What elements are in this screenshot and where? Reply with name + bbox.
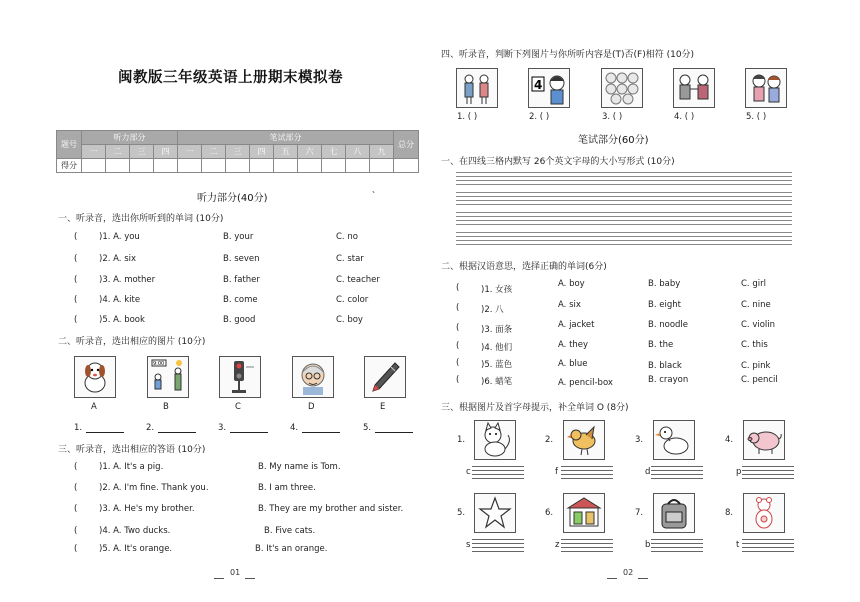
word-writing-lines[interactable] — [561, 539, 613, 555]
col-header: 九 — [370, 145, 394, 159]
option-a: A. blue — [558, 359, 588, 369]
item-number: 5. — [457, 508, 466, 518]
answer-number: 3. — [218, 423, 227, 433]
answer-blank[interactable] — [230, 432, 268, 433]
answer-paren[interactable]: ( — [456, 358, 460, 368]
col-header: 三 — [130, 145, 154, 159]
total-header: 总分 — [394, 131, 419, 159]
option-a: )4. A. Two ducks. — [99, 526, 171, 536]
option-c: C. pencil — [741, 375, 778, 385]
exam-title: 闽教版三年级英语上册期末模拟卷 — [118, 70, 343, 86]
section-1-heading: 一、听录音，选出你所听到的单词 (10分) — [58, 214, 224, 224]
answer-paren[interactable]: ( — [74, 544, 78, 554]
score-cell[interactable] — [106, 159, 130, 173]
number-four-icon — [528, 68, 570, 108]
answer-blank[interactable] — [158, 432, 196, 433]
hint-letter: t — [736, 540, 740, 550]
option-b: B. black — [648, 361, 682, 371]
answer-blank[interactable] — [375, 432, 413, 433]
option-c: C. this — [741, 340, 768, 350]
stray-mark: 、 — [372, 185, 380, 194]
bird-icon — [563, 420, 605, 460]
dog-icon — [74, 356, 116, 398]
col-header: 三 — [226, 145, 250, 159]
score-cell[interactable] — [298, 159, 322, 173]
option-b: B. eight — [648, 300, 681, 310]
traffic-light-icon — [219, 356, 261, 398]
word-writing-lines[interactable] — [742, 539, 794, 555]
option-b: B. I am three. — [258, 483, 316, 493]
question: )4. 他们 — [481, 343, 513, 353]
answer-paren[interactable]: ( — [456, 375, 460, 385]
answer-paren[interactable]: ( — [74, 275, 78, 285]
bag-icon — [653, 493, 695, 533]
written-section-3-heading: 三、根据图片及首字母提示，补全单词 O (8分) — [441, 403, 629, 413]
option-a: )1. A. It's a pig. — [99, 462, 164, 472]
option-b: B. It's an orange. — [255, 544, 328, 554]
word-writing-lines[interactable] — [742, 466, 794, 482]
duck-icon — [653, 420, 695, 460]
word-writing-lines[interactable] — [561, 466, 613, 482]
answer-paren[interactable]: ( — [74, 232, 78, 242]
listening-header: 听力部分 — [82, 131, 178, 145]
judge-answer-4[interactable]: 4. ( ) — [674, 112, 695, 122]
score-table — [56, 130, 419, 173]
option-b: B. seven — [223, 254, 260, 264]
word-writing-lines[interactable] — [651, 466, 703, 482]
section-2-heading: 二、听录音，选出相应的图片 (10分) — [58, 337, 206, 347]
hint-letter: d — [645, 467, 651, 477]
option-a: A. pencil-box — [558, 378, 613, 388]
option-b: B. the — [648, 340, 674, 350]
picture-letter: A — [91, 402, 97, 412]
picture-letter: B — [163, 402, 169, 412]
col-header: 七 — [322, 145, 346, 159]
option-c: C. girl — [741, 279, 766, 289]
option-b: B. come — [223, 295, 258, 305]
item-number: 6. — [545, 508, 554, 518]
section-3-heading: 三、听录音，选出相应的答语 (10分) — [58, 445, 206, 455]
col-header: 五 — [274, 145, 298, 159]
page-number: 01 — [230, 568, 241, 577]
option-a: )1. A. you — [99, 232, 140, 242]
col-header: 四 — [250, 145, 274, 159]
score-cell[interactable] — [250, 159, 274, 173]
hint-letter: z — [555, 540, 560, 550]
score-cell[interactable] — [82, 159, 106, 173]
page-num-rule — [245, 578, 255, 579]
answer-paren[interactable]: ( — [74, 504, 78, 514]
option-c: C. pink — [741, 361, 771, 371]
option-b: B. crayon — [648, 375, 689, 385]
answer-paren[interactable]: ( — [456, 323, 460, 333]
option-c: C. star — [336, 254, 364, 264]
row-label-number: 题号 — [57, 131, 82, 159]
pig-icon — [743, 420, 785, 460]
col-header: 一 — [82, 145, 106, 159]
score-cell[interactable] — [154, 159, 178, 173]
word-writing-lines[interactable] — [651, 539, 703, 555]
hint-letter: b — [645, 540, 651, 550]
option-a: )4. A. kite — [99, 295, 141, 305]
written-part-heading: 笔试部分(60分) — [578, 135, 649, 146]
option-a: )3. A. mother — [99, 275, 156, 285]
option-b: B. baby — [648, 279, 681, 289]
grandpa-icon — [292, 356, 334, 398]
col-header: 一 — [178, 145, 202, 159]
answer-paren[interactable]: ( — [74, 254, 78, 264]
option-a: A. they — [558, 340, 589, 350]
score-cell[interactable] — [370, 159, 394, 173]
written-section-2-heading: 二、根据汉语意思，选择正确的单词(6分) — [441, 262, 607, 272]
score-cell[interactable] — [130, 159, 154, 173]
section-4-heading: 四、听录音，判断下列图片与你所听内容是(T)否(F)相符 (10分) — [441, 50, 695, 60]
score-cell[interactable] — [274, 159, 298, 173]
option-c: C. color — [336, 295, 369, 305]
hint-letter: s — [466, 540, 471, 550]
hint-letter: f — [555, 467, 558, 477]
question: )1. 女孩 — [481, 285, 513, 295]
page-num-rule — [607, 578, 617, 579]
answer-paren[interactable]: ( — [456, 283, 460, 293]
written-header: 笔试部分 — [178, 131, 394, 145]
item-number: 2. — [545, 435, 554, 445]
star-icon — [474, 493, 516, 533]
zoo-icon — [563, 493, 605, 533]
option-b: B. father — [223, 275, 260, 285]
col-header: 二 — [202, 145, 226, 159]
option-a: )5. A. It's orange. — [99, 544, 173, 554]
question: )5. 蓝色 — [481, 360, 513, 370]
option-b: B. your — [223, 232, 254, 242]
answer-blank[interactable] — [86, 432, 124, 433]
col-header: 八 — [346, 145, 370, 159]
page-num-rule — [638, 578, 648, 579]
word-writing-lines[interactable] — [472, 539, 524, 555]
item-number: 8. — [725, 508, 734, 518]
picture-letter: D — [308, 402, 315, 412]
listening-part-heading: 听力部分(40分) — [197, 193, 268, 204]
option-a: A. boy — [558, 279, 585, 289]
svg-text:4: 4 — [534, 78, 543, 92]
greeting-icon — [673, 68, 715, 108]
question: )3. 面条 — [481, 325, 513, 335]
col-header: 六 — [298, 145, 322, 159]
option-a: A. jacket — [558, 320, 595, 330]
option-a: A. six — [558, 300, 581, 310]
word-writing-lines[interactable] — [472, 466, 524, 482]
option-c: C. nine — [741, 300, 771, 310]
judge-answer-2[interactable]: 2. ( ) — [529, 112, 550, 122]
answer-paren[interactable]: ( — [74, 295, 78, 305]
item-number: 4. — [725, 435, 734, 445]
col-header: 二 — [106, 145, 130, 159]
morning-routine-icon — [147, 356, 189, 398]
page-number: 02 — [623, 568, 634, 577]
answer-number: 5. — [363, 423, 372, 433]
option-b: B. My name is Tom. — [258, 462, 341, 472]
item-number: 1. — [457, 435, 466, 445]
answer-number: 2. — [146, 423, 155, 433]
question: )6. 蜡笔 — [481, 377, 513, 387]
hint-letter: p — [736, 467, 742, 477]
option-b: B. noodle — [648, 320, 689, 330]
hint-letter: c — [466, 467, 471, 477]
option-b: B. They are my brother and sister. — [258, 504, 404, 514]
option-c: C. violin — [741, 320, 776, 330]
col-header: 四 — [154, 145, 178, 159]
item-number: 7. — [635, 508, 644, 518]
score-cell[interactable] — [394, 159, 419, 173]
cat-icon — [474, 420, 516, 460]
children-icon — [456, 68, 498, 108]
score-cell[interactable] — [226, 159, 250, 173]
option-c: C. boy — [336, 315, 363, 325]
answer-number: 1. — [74, 423, 83, 433]
option-c: C. no — [336, 232, 358, 242]
judge-answer-1[interactable]: 1. ( ) — [457, 112, 478, 122]
answer-paren[interactable]: ( — [74, 315, 78, 325]
option-a: )5. A. book — [99, 315, 145, 325]
answer-paren[interactable]: ( — [74, 483, 78, 493]
option-b: B. Five cats. — [264, 526, 316, 536]
judge-answer-5[interactable]: 5. ( ) — [746, 112, 767, 122]
toy-icon — [743, 493, 785, 533]
question: )2. 八 — [481, 305, 504, 315]
page-num-rule — [214, 578, 224, 579]
score-row-label: 得分 — [57, 159, 82, 173]
option-b: B. good — [223, 315, 256, 325]
score-cell[interactable] — [202, 159, 226, 173]
judge-answer-3[interactable]: 3. ( ) — [602, 112, 623, 122]
option-c: C. teacher — [336, 275, 380, 285]
option-a: )3. A. He's my brother. — [99, 504, 195, 514]
girls-icon — [745, 68, 787, 108]
picture-letter: E — [380, 402, 386, 412]
answer-blank[interactable] — [302, 432, 340, 433]
pen-icon — [364, 356, 406, 398]
written-section-1-heading: 一、在四线三格内默写 26个英文字母的大小写形式 (10分) — [441, 157, 675, 167]
score-cell[interactable] — [322, 159, 346, 173]
option-a: )2. A. I'm fine. Thank you. — [99, 483, 209, 493]
picture-letter: C — [235, 402, 241, 412]
score-cell[interactable] — [346, 159, 370, 173]
item-number: 3. — [635, 435, 644, 445]
answer-paren[interactable]: ( — [456, 341, 460, 351]
score-cell[interactable] — [178, 159, 202, 173]
option-a: )2. A. six — [99, 254, 137, 264]
oranges-icon — [601, 68, 643, 108]
answer-paren[interactable]: ( — [456, 303, 460, 313]
answer-number: 4. — [290, 423, 299, 433]
svg-text:9:00: 9:00 — [153, 361, 165, 367]
answer-paren[interactable]: ( — [74, 526, 78, 536]
answer-paren[interactable]: ( — [74, 462, 78, 472]
